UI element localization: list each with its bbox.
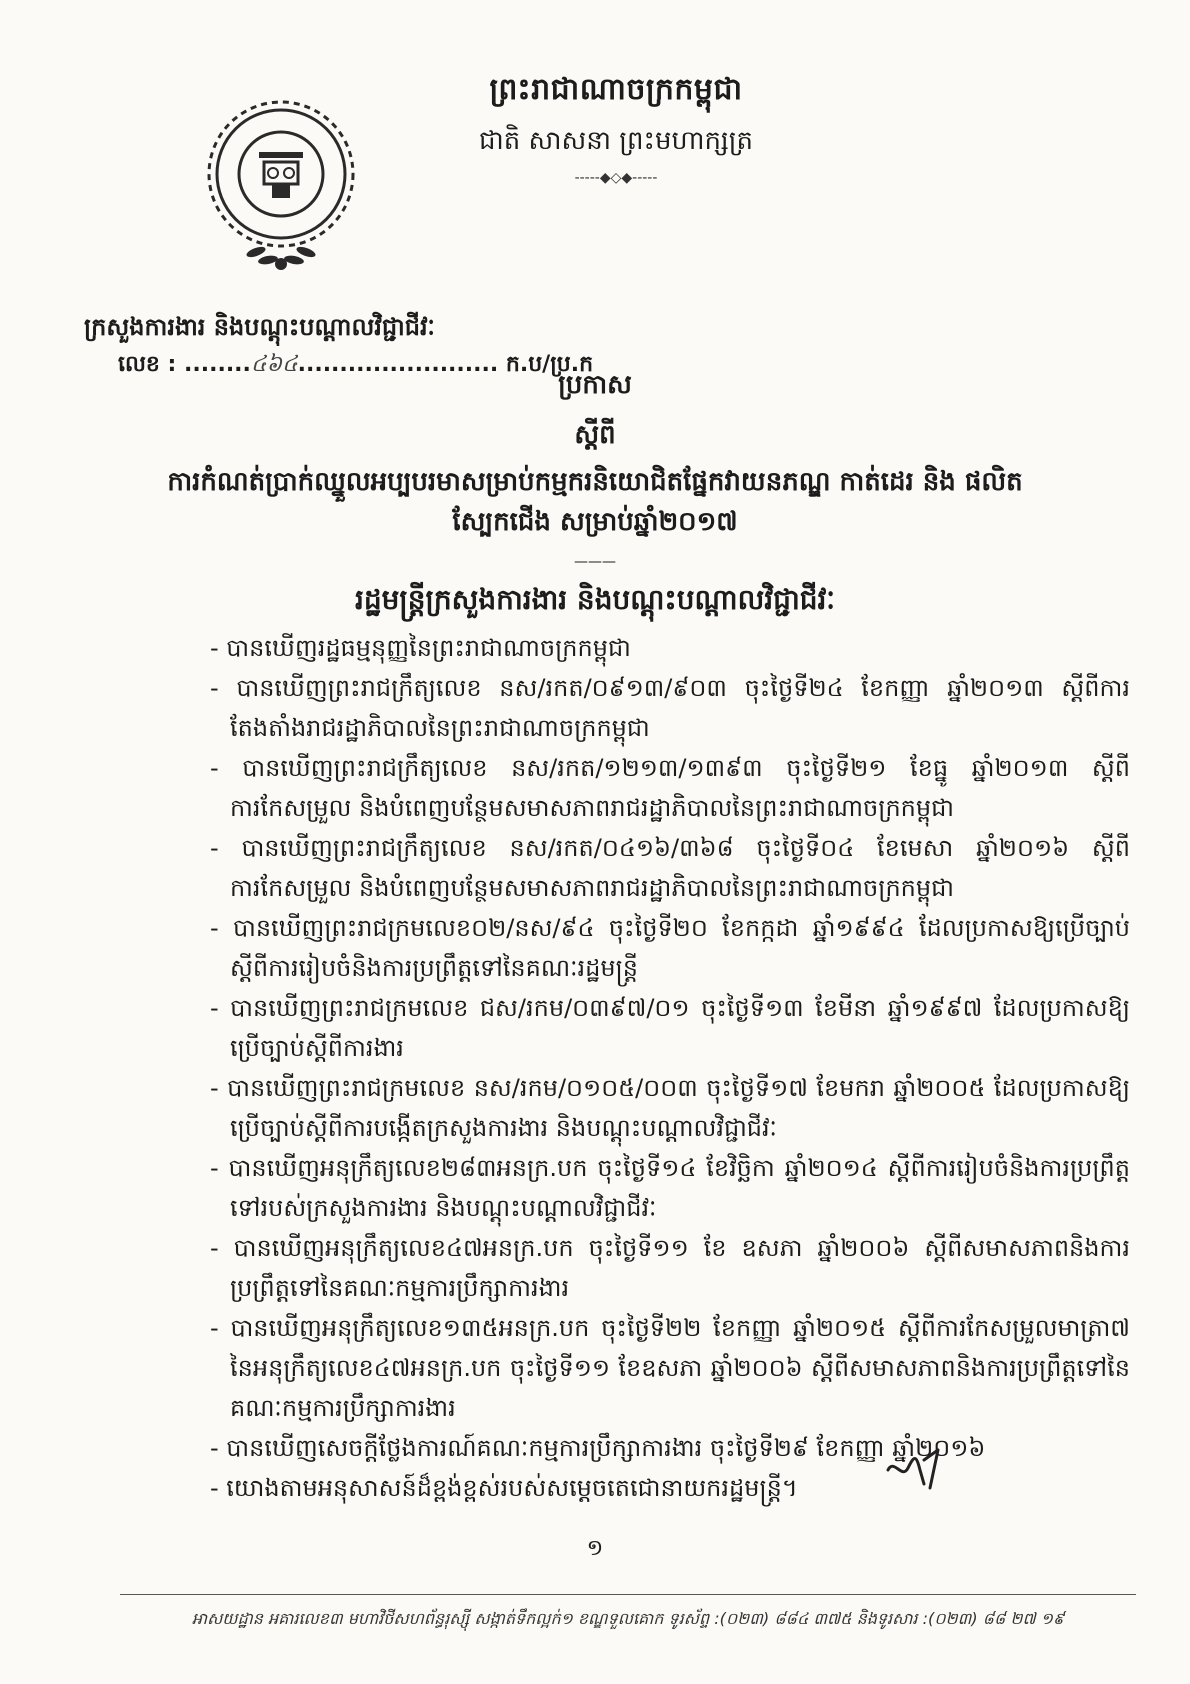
footer-divider [120,1594,1136,1595]
list-item: - បានឃើញព្រះរាជក្រឹត្យលេខ នស/រកត/១២១៣/១៣៩៣ ចុះថ្ងៃទី២១ ខែធ្នូ ឆ្នាំ២០១៣ ស្តីពីការកែសម្រួល និងបំពេញបន្ថែមសមាសភាពរាជរដ្ឋាភិបាលនៃព្រះរាជាណាចក្រកម្ពុជា [210,754,1130,822]
handwritten-initial-icon [880,1440,950,1500]
list-item: - បានឃើញព្រះរាជក្រឹត្យលេខ នស/រកត/០៤១៦/៣៦៨ ចុះថ្ងៃទី០៤ ខែមេសា ឆ្នាំ២០១៦ ស្តីពីការកែសម្រួល និងបំពេញបន្ថែមសមាសភាពរាជរដ្ឋាភិបាលនៃព្រះរាជាណាចក្រកម្ពុជា [210,834,1130,902]
kingdom-motto: ជាតិ សាសនា ព្រះមហាក្សត្រ [479,126,753,156]
header-ornament: -----◆◇◆----- [574,170,658,186]
footer-address: អាសយដ្ឋាន អគារលេខ៣ មហាវិថីសហព័ន្ធរុស្ស៊ី សង្កាត់ទឹកល្អក់១ ខណ្ឌទួលគោក ទូរស័ព្ទ :(០២៣) ៨៨៤ ៣៧៥ និងទូរសារ :(០២៣) ៨៨ ២៧ ១៩ [191,1609,1065,1628]
list-item: - បានឃើញអនុក្រឹត្យលេខ១៣៥អនក្រ.បក ចុះថ្ងៃទី២២ ខែកញ្ញា ឆ្នាំ២០១៥ ស្តីពីការកែសម្រួលមាត្រា៧ នៃអនុក្រឹត្យលេខ៤៧អនក្រ.បក ចុះថ្ងៃទី១១ ខែឧសភា ឆ្នាំ២០០៦ ស្តីពីសមាសភាពនិងការប្រព្រឹត្តទៅនៃគណៈកម្មការប្រឹក្សាការងារ [210,1314,1130,1422]
page-number: ១ [586,1536,604,1561]
list-item: - បានឃើញព្រះរាជក្រមលេខ ជស/រកម/០៣៩៧/០១ ចុះថ្ងៃទី១៣ ខែមីនា ឆ្នាំ១៩៩៧ ដែលប្រកាសឱ្យប្រើច្បាប់ស្តីពីការងារ [210,994,1130,1062]
references-list [210,628,1130,1508]
list-item: - យោងតាមអនុសាសន៍ដ៏ខ្ពង់ខ្ពស់របស់សម្តេចតេជោនាយករដ្ឋមន្ត្រី។ [210,1474,798,1502]
document-about: ស្តីពី [574,420,616,450]
ministry-seal-icon [196,92,366,292]
reference-number: លេខ : ........៤៦៤........................ ក.ប/ប្រ.ក [118,352,594,377]
list-item: - បានឃើញអនុក្រឹត្យលេខ៤៧អនក្រ.បក ចុះថ្ងៃទី១១ ខែ ឧសភា ឆ្នាំ២០០៦ ស្តីពីសមាសភាពនិងការប្រព្រឹត្តទៅនៃគណៈកម្មការប្រឹក្សាការងារ [210,1234,1130,1302]
title-divider: ——— [574,554,616,570]
document-type: ប្រកាស [558,370,632,400]
document-subject: ការកំណត់ប្រាក់ឈ្នួលអប្បបរមាសម្រាប់កម្មករនិយោជិតផ្នែកវាយនភណ្ឌ កាត់ដេរ និង ផលិតស្បែកជើង សម្រាប់ឆ្នាំ២០១៧ [167,467,1023,537]
kingdom-title: ព្រះរាជាណាចក្រកម្ពុជា [489,72,743,107]
list-item: - បានឃើញព្រះរាជក្រមលេខ០២/នស/៩៤ ចុះថ្ងៃទី២០ ខែកក្កដា ឆ្នាំ១៩៩៤ ដែលប្រកាសឱ្យប្រើច្បាប់ស្តីពីការរៀបចំនិងការប្រព្រឹត្តទៅនៃគណៈរដ្ឋមន្ត្រី [210,914,1130,982]
number-label: លេខ : [118,352,177,377]
kingdom-header [436,70,796,186]
list-item: - បានឃើញរដ្ឋធម្មនុញ្ញនៃព្រះរាជាណាចក្រកម្ពុជា [210,634,631,662]
ministry-name: ក្រសួងការងារ និងបណ្តុះបណ្តាលវិជ្ជាជីវៈ [84,313,435,341]
number-value: ៤៦៤ [250,352,298,377]
list-item: - បានឃើញព្រះរាជក្រឹត្យលេខ នស/រកត/០៩១៣/៩០៣ ចុះថ្ងៃទី២៤ ខែកញ្ញា ឆ្នាំ២០១៣ ស្តីពីការតែងតាំងរាជរដ្ឋាភិបាលនៃព្រះរាជាណាចក្រកម្ពុជា [210,674,1130,742]
list-item: - បានឃើញព្រះរាជក្រមលេខ នស/រកម/០១០៥/០០៣ ចុះថ្ងៃទី១៧ ខែមករា ឆ្នាំ២០០៥ ដែលប្រកាសឱ្យប្រើច្បាប់ស្តីពីការបង្កើតក្រសួងការងារ និងបណ្តុះបណ្តាលវិជ្ជាជីវៈ [210,1074,1130,1142]
list-item: - បានឃើញសេចក្តីថ្លែងការណ៍គណៈកម្មការប្រឹក្សាការងារ ចុះថ្ងៃទី២៩ ខែកញ្ញា ឆ្នាំ២០១៦ [210,1434,986,1462]
list-item: - បានឃើញអនុក្រឹត្យលេខ២៨៣អនក្រ.បក ចុះថ្ងៃទី១៤ ខែវិច្ឆិកា ឆ្នាំ២០១៤ ស្តីពីការរៀបចំនិងការប្រព្រឹត្តទៅរបស់ក្រសួងការងារ និងបណ្តុះបណ្តាលវិជ្ជាជីវៈ [210,1154,1130,1222]
minister-heading: រដ្ឋមន្ត្រីក្រសួងការងារ និងបណ្តុះបណ្តាលវិជ្ជាជីវៈ [355,583,835,616]
number-suffix: ក.ប/ប្រ.ក [505,352,594,377]
